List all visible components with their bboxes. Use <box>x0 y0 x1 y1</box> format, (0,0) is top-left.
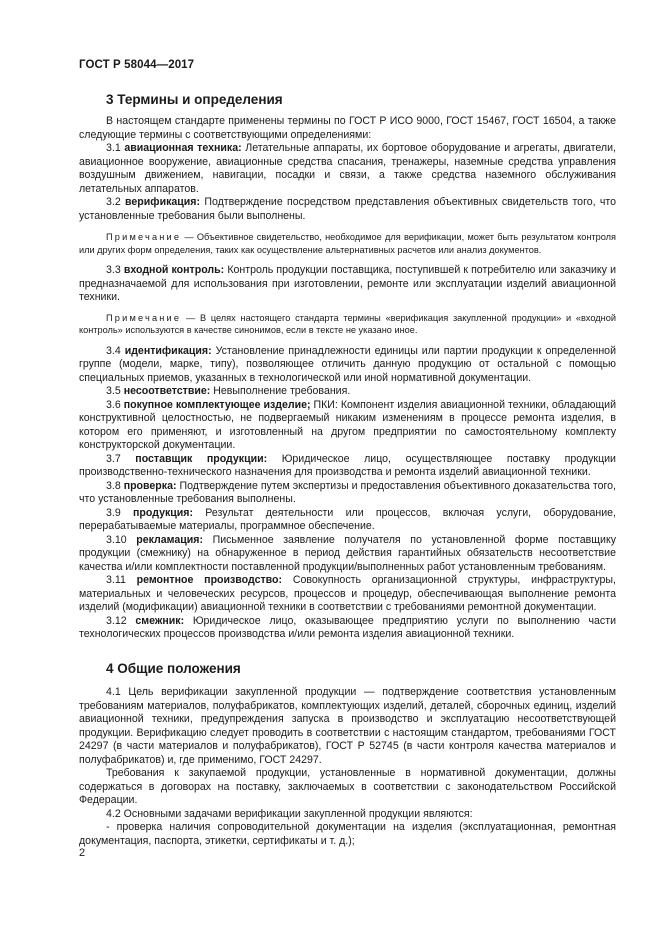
clause-4-1-requirements: Требования к закупаемой продукции, установленные в нормативной документации, должны содержаться в договорах на поставку, заключаемых в соответствии с законодательством Российской Федерации. <box>79 767 616 806</box>
list-item: - проверка наличия сопроводительной документации на изделия (эксплуатационная, ремонтная документация, паспорта, этикетки, сертификаты и т. д.); <box>79 821 616 847</box>
document-header: ГОСТ Р 58044—2017 <box>79 59 195 71</box>
term-3-11: 3.11 ремонтное производство: Совокупность организационной структуры, инфраструктуры, материальных и человеческих ресурсов, процессов и процедур, обеспечивающая выполнение ремонта изделий (модификации) авиационной техники в соответствии с требованиями ремонтной документации. <box>79 574 616 613</box>
term-3-5: 3.5 несоответствие: Невыполнение требования. <box>106 385 351 397</box>
note-2: Примечание — В целях настоящего стандарта термины «верификация закупленной продукции» и «входной контроль» используются в качестве синонимов, если в тексте не указано иное. <box>79 312 616 335</box>
section-3-body <box>79 115 616 642</box>
term-3-1: 3.1 авиационная техника: Летательные аппараты, их бортовое оборудование и агрегаты, двигатели, авиационное вооружение, авиационные средства спасания, тренажеры, наземные средства управления воздушным движением, навигации, посадки и связи, а также средства наземного обслуживания летательных аппаратов. <box>79 142 616 195</box>
section-4-title: 4 Общие положения <box>106 661 241 676</box>
term-3-4: 3.4 идентификация: Установление принадлежности единицы или партии продукции к определенной группе (модели, марке, типу), позволяющее отличить данную продукцию от остальной с помощью специальных приемов, указанных в технологической или иной нормативной документации. <box>79 344 616 384</box>
clause-4-1: 4.1 Цель верификации закупленной продукции — подтверждение соответствия установленным требованиям материалов, полуфабрикатов, комплектующих изделий, деталей, сборочных единиц, изделий авиационной техники, предупреждения запуска в производство и эксплуатацию несоответствующей продукции. Верификацию следует проводить в соответствии с настоящим стандартом, требованиями ГОСТ 24297 (в части материалов и полуфабрикатов), ГОСТ Р 52745 (в части контроля качества материалов и полуфабрикатов) и, где применимо, ГОСТ 24297. <box>79 686 616 766</box>
term-3-8: 3.8 проверка: Подтверждение путем экспертизы и предоставления объективного доказательства того, что установленные требования выполнены. <box>79 479 616 505</box>
term-3-3: 3.3 входной контроль: Контроль продукции поставщика, поступившей к потребителю или заказчику и предназначаемой для использования при изготовлении, ремонте или эксплуатации изделий авиационной техники. <box>79 264 616 303</box>
term-3-2: 3.2 верификация: Подтверждение посредством представления объективных свидетельств того, что установленные требования были выполнены. <box>79 196 616 222</box>
page-number: 2 <box>79 847 86 859</box>
term-3-12: 3.12 смежник: Юридическое лицо, оказывающее предприятию услуги по выполнению части технологических процессов производства и/или ремонта изделия авиационной техники. <box>79 614 616 640</box>
term-3-7: 3.7 поставщик продукции: Юридическое лицо, осуществляющее поставку продукции производственно-технического назначения для производства и ремонта изделий авиационной техники. <box>79 452 616 478</box>
term-3-9: 3.9 продукция: Результат деятельности или процессов, включая услуги, оборудование, перерабатываемые материалы, программное обеспечение. <box>79 506 616 532</box>
clause-4-2: 4.2 Основными задачами верификации закупленной продукции являются: <box>106 807 473 820</box>
section-3-title: 3 Термины и определения <box>106 92 283 107</box>
section-3-intro: В настоящем стандарте применены термины по ГОСТ Р ИСО 9000, ГОСТ 15467, ГОСТ 16504, а также следующие термины с соответствующими определениями: <box>79 115 616 141</box>
section-4-body <box>79 686 616 848</box>
term-3-10: 3.10 рекламация: Письменное заявление получателя по установленной форме поставщику продукции (смежнику) на обнаруженное в период действия гарантийных обязательств несоответствие качества и/или комплектности поставленной продукции/выполненных работ установленным требованиям. <box>79 533 616 573</box>
term-3-6: 3.6 покупное комплектующее изделие; ПКИ: Компонент изделия авиационной техники, обладающий конструктивной целостностью, не подвергаемый никаким изменениям в процессе ремонта изделия, в котором его применяют, и изготовленный на другом предприятии по самостоятельному комплекту конструкторской документации. <box>79 398 616 451</box>
note-1: Примечание — Объективное свидетельство, необходимое для верификации, может быть результатом контроля или других форм определения, таких как осуществление альтернативных расчетов или анализ документов. <box>79 232 616 255</box>
